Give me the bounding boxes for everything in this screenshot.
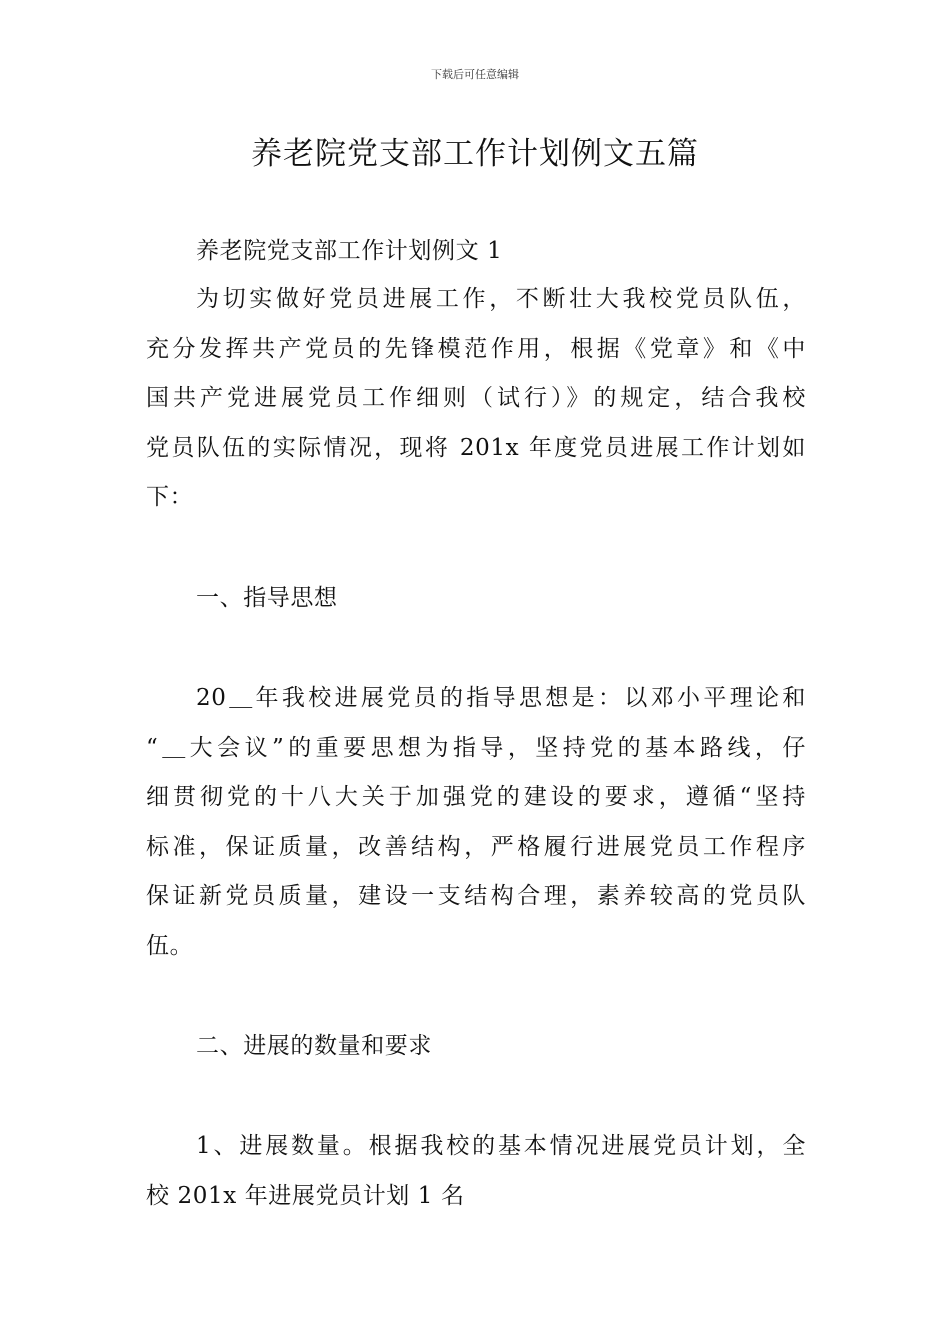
paragraph-line: 充分发挥共产党员的先锋模范作用，根据《党章》和《中 [146,336,806,362]
paragraph-line: 标准，保证质量，改善结构，严格履行进展党员工作程序 [146,834,806,860]
document-title: 养老院党支部工作计划例文五篇 [251,136,699,172]
paragraph-line: 校 201x 年进展党员计划 1 名 [146,1183,465,1209]
paragraph-line: 20＿年我校进展党员的指导思想是：以邓小平理论和 [196,685,806,711]
paragraph-line: 保证新党员质量，建设一支结构合理，素养较高的党员队 [146,883,806,909]
paragraph-line: 下： [146,484,194,510]
paragraph-line: 1、进展数量。根据我校的基本情况进展党员计划，全 [196,1133,806,1159]
paragraph-line: 国共产党进展党员工作细则（试行）》的规定，结合我校 [146,385,806,411]
paragraph-line: 为切实做好党员进展工作，不断壮大我校党员队伍， [196,286,806,312]
paragraph-line: 伍。 [146,933,194,959]
paragraph-line: “＿大会议”的重要思想为指导，坚持党的基本路线，仔 [146,735,806,761]
section-subtitle: 养老院党支部工作计划例文 1 [196,238,503,264]
paragraph-line: 细贯彻党的十八大关于加强党的建设的要求，遵循“坚持 [146,784,806,810]
section-heading: 一、指导思想 [196,585,338,611]
paragraph-line: 党员队伍的实际情况，现将 201x 年度党员进展工作计划如 [146,435,806,461]
header-note: 下载后可任意编辑 [431,68,519,81]
section-heading: 二、进展的数量和要求 [196,1033,432,1059]
